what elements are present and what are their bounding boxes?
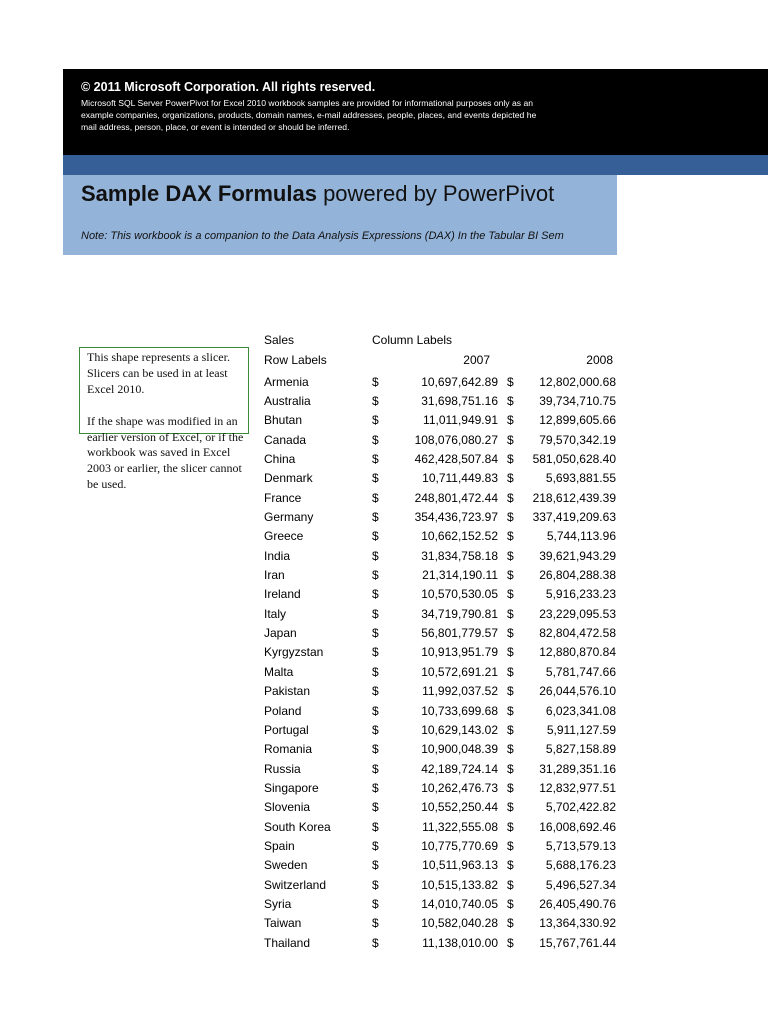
- currency-symbol: $: [507, 819, 514, 834]
- currency-symbol: $: [372, 684, 379, 699]
- currency-symbol: $: [372, 587, 379, 602]
- row-label: Sweden: [264, 858, 308, 873]
- table-row: [264, 914, 620, 933]
- currency-symbol: $: [507, 684, 514, 699]
- row-label: India: [264, 548, 291, 563]
- sales-2008-cell: 5,702,422.82: [545, 800, 616, 815]
- currency-symbol: $: [372, 452, 379, 467]
- pivot-table: [264, 372, 620, 952]
- sales-2007-cell: 10,262,476.73: [421, 780, 498, 795]
- slicer-placeholder-text: [87, 350, 247, 509]
- table-row: [264, 798, 620, 817]
- table-row: [264, 411, 620, 430]
- sales-2007-cell: 10,733,699.68: [421, 703, 498, 718]
- sales-2008-cell: 5,911,127.59: [546, 722, 616, 737]
- sales-2007-cell: 21,314,190.11: [422, 568, 498, 583]
- sales-2007-cell: 11,138,010.00: [422, 935, 498, 950]
- sales-2007-cell: 10,572,691.21: [421, 664, 498, 679]
- sales-2008-cell: 13,364,330.92: [539, 916, 616, 931]
- table-row: [264, 623, 620, 642]
- row-label: Armenia: [264, 374, 309, 389]
- currency-symbol: $: [507, 896, 514, 911]
- copyright-line: mail address, person, place, or event is intended or should be inferred.: [81, 122, 350, 132]
- currency-symbol: $: [507, 374, 514, 389]
- currency-symbol: $: [507, 742, 514, 757]
- sales-2008-cell: 26,804,288.38: [539, 568, 616, 583]
- table-row: [264, 836, 620, 855]
- table-row: [264, 527, 620, 546]
- sales-2007-cell: 10,629,143.02: [421, 722, 498, 737]
- slicer-paragraph: This shape represents a slicer. Slicers can be used in at least Excel 2010.: [87, 350, 230, 396]
- row-label: Thailand: [264, 935, 311, 950]
- currency-symbol: $: [507, 664, 514, 679]
- sales-2008-cell: 5,693,881.55: [545, 471, 616, 486]
- pivot-row-labels: Row Labels: [264, 353, 327, 367]
- table-row: [264, 875, 620, 894]
- sales-2007-cell: 31,834,758.18: [421, 548, 498, 563]
- sales-2008-cell: 581,050,628.40: [532, 452, 616, 467]
- sales-2007-cell: 34,719,790.81: [421, 606, 498, 621]
- sales-2008-cell: 12,899,605.66: [539, 413, 616, 428]
- row-label: Kyrgyzstan: [264, 645, 324, 660]
- currency-symbol: $: [507, 452, 514, 467]
- row-label: Ireland: [264, 587, 301, 602]
- table-row: [264, 778, 620, 797]
- table-row: [264, 643, 620, 662]
- currency-symbol: $: [507, 916, 514, 931]
- currency-symbol: $: [372, 568, 379, 583]
- sales-2008-cell: 5,827,158.89: [545, 742, 616, 757]
- sales-2007-cell: 10,582,040.28: [421, 916, 498, 931]
- row-label: Germany: [264, 510, 314, 525]
- sales-2007-cell: 10,515,133.82: [421, 877, 498, 892]
- sales-2007-cell: 11,011,949.91: [423, 413, 498, 428]
- sales-2007-cell: 10,570,530.05: [421, 587, 498, 602]
- slicer-paragraph: If the shape was modified in an earlier version of Excel, or if the workbook was saved in Excel 2003 or earlier, the slicer cannot be used.: [87, 413, 244, 492]
- sales-2008-cell: 39,621,943.29: [539, 548, 616, 563]
- currency-symbol: $: [372, 877, 379, 892]
- currency-symbol: $: [372, 896, 379, 911]
- sales-2007-cell: 42,189,724.14: [421, 761, 498, 776]
- currency-symbol: $: [507, 722, 514, 737]
- sales-2007-cell: 462,428,507.84: [414, 452, 498, 467]
- currency-symbol: $: [507, 838, 514, 853]
- row-label: Canada: [264, 432, 307, 447]
- sales-2007-cell: 14,010,740.05: [421, 896, 498, 911]
- table-row: [264, 430, 620, 449]
- sales-2007-cell: 108,076,080.27: [414, 432, 498, 447]
- sales-2007-cell: 10,697,642.89: [421, 374, 498, 389]
- currency-symbol: $: [372, 374, 379, 389]
- currency-symbol: $: [372, 819, 379, 834]
- sales-2007-cell: 10,662,152.52: [421, 529, 498, 544]
- currency-symbol: $: [507, 626, 514, 641]
- table-row: [264, 933, 620, 952]
- pivot-column-labels: Column Labels: [372, 333, 453, 347]
- currency-symbol: $: [372, 413, 379, 428]
- currency-symbol: $: [507, 606, 514, 621]
- sales-2007-cell: 10,900,048.39: [421, 742, 498, 757]
- table-row: [264, 856, 620, 875]
- page-title-rest: powered by PowerPivot: [316, 181, 555, 206]
- sales-2008-cell: 12,802,000.68: [539, 374, 616, 389]
- currency-symbol: $: [507, 548, 514, 563]
- row-label: Pakistan: [264, 684, 311, 699]
- currency-symbol: $: [507, 510, 514, 525]
- sales-2008-cell: 5,916,233.23: [545, 587, 616, 602]
- sales-2008-cell: 5,496,527.34: [545, 877, 616, 892]
- sales-2007-cell: 11,992,037.52: [422, 684, 498, 699]
- page-title: [81, 181, 554, 207]
- title-panel: [63, 175, 617, 255]
- sales-2008-cell: 39,734,710.75: [539, 394, 616, 409]
- row-label: Singapore: [264, 780, 319, 795]
- header-stripe: [63, 155, 768, 175]
- currency-symbol: $: [372, 606, 379, 621]
- table-row: [264, 894, 620, 913]
- sales-2008-cell: 337,419,209.63: [532, 510, 616, 525]
- currency-symbol: $: [372, 432, 379, 447]
- currency-symbol: $: [372, 626, 379, 641]
- currency-symbol: $: [507, 858, 514, 873]
- row-label: Poland: [264, 703, 302, 718]
- row-label: Switzerland: [264, 877, 327, 892]
- currency-symbol: $: [507, 413, 514, 428]
- currency-symbol: $: [507, 471, 514, 486]
- currency-symbol: $: [372, 703, 379, 718]
- row-label: France: [264, 490, 302, 505]
- sales-2007-cell: 10,552,250.44: [421, 800, 498, 815]
- row-label: Taiwan: [264, 916, 302, 931]
- currency-symbol: $: [507, 490, 514, 505]
- currency-symbol: $: [507, 568, 514, 583]
- currency-symbol: $: [507, 645, 514, 660]
- row-label: Italy: [264, 606, 287, 621]
- row-label: Bhutan: [264, 413, 303, 428]
- row-label: Syria: [264, 896, 292, 911]
- currency-symbol: $: [507, 761, 514, 776]
- table-row: [264, 701, 620, 720]
- currency-symbol: $: [507, 587, 514, 602]
- table-row: [264, 585, 620, 604]
- currency-symbol: $: [507, 800, 514, 815]
- pivot-value-label: Sales: [264, 333, 295, 347]
- currency-symbol: $: [372, 490, 379, 505]
- sales-2008-cell: 12,880,870.84: [539, 645, 616, 660]
- currency-symbol: $: [507, 877, 514, 892]
- sales-2007-cell: 11,322,555.08: [422, 819, 498, 834]
- sales-2008-cell: 26,044,576.10: [539, 684, 616, 699]
- sales-2008-cell: 5,688,176.23: [545, 858, 616, 873]
- sales-2008-cell: 26,405,490.76: [539, 896, 616, 911]
- row-label: Slovenia: [264, 800, 311, 815]
- row-label: Denmark: [264, 471, 313, 486]
- row-label: China: [264, 452, 296, 467]
- currency-symbol: $: [507, 529, 514, 544]
- table-row: [264, 469, 620, 488]
- row-label: Japan: [264, 626, 297, 641]
- sales-2008-cell: 15,767,761.44: [539, 935, 616, 950]
- sales-2008-cell: 218,612,439.39: [532, 490, 616, 505]
- sales-2008-cell: 12,832,977.51: [539, 780, 616, 795]
- currency-symbol: $: [372, 722, 379, 737]
- page-title-bold: Sample DAX Formulas: [81, 181, 317, 206]
- currency-symbol: $: [372, 394, 379, 409]
- sales-2007-cell: 354,436,723.97: [414, 510, 498, 525]
- table-row: [264, 740, 620, 759]
- row-label: Portugal: [264, 722, 309, 737]
- table-row: [264, 565, 620, 584]
- sales-2007-cell: 10,775,770.69: [421, 838, 498, 853]
- table-row: [264, 604, 620, 623]
- currency-symbol: $: [372, 645, 379, 660]
- currency-symbol: $: [372, 916, 379, 931]
- currency-symbol: $: [507, 935, 514, 950]
- currency-symbol: $: [372, 742, 379, 757]
- row-label: Malta: [264, 664, 294, 679]
- currency-symbol: $: [372, 838, 379, 853]
- currency-symbol: $: [372, 761, 379, 776]
- sales-2008-cell: 6,023,341.08: [545, 703, 616, 718]
- row-label: Greece: [264, 529, 304, 544]
- copyright-line: example companies, organizations, products, domain names, e-mail addresses, people, places, and events depicted he: [81, 110, 537, 120]
- sales-2008-cell: 5,781,747.66: [545, 664, 616, 679]
- sales-2008-cell: 16,008,692.46: [539, 819, 616, 834]
- table-row: [264, 391, 620, 410]
- currency-symbol: $: [372, 800, 379, 815]
- row-label: Russia: [264, 761, 301, 776]
- table-row: [264, 720, 620, 739]
- sales-2007-cell: 56,801,779.57: [421, 626, 498, 641]
- currency-symbol: $: [372, 510, 379, 525]
- table-row: [264, 817, 620, 836]
- sales-2008-cell: 31,289,351.16: [539, 761, 616, 776]
- copyright-line: Microsoft SQL Server PowerPivot for Excel 2010 workbook samples are provided for informational purposes only as an: [81, 98, 534, 108]
- row-label: South Korea: [264, 819, 331, 834]
- sales-2008-cell: 79,570,342.19: [539, 432, 616, 447]
- row-label: Spain: [264, 838, 295, 853]
- page-note: Note: This workbook is a companion to the Data Analysis Expressions (DAX) In the Tabular BI Sem: [81, 230, 564, 242]
- copyright-banner: [63, 69, 768, 155]
- row-label: Iran: [264, 568, 285, 583]
- table-row: [264, 546, 620, 565]
- row-label: Australia: [264, 394, 311, 409]
- currency-symbol: $: [372, 548, 379, 563]
- currency-symbol: $: [372, 858, 379, 873]
- sales-2007-cell: 31,698,751.16: [421, 394, 498, 409]
- pivot-column-header-2008: 2008: [586, 353, 613, 367]
- sales-2008-cell: 23,229,095.53: [539, 606, 616, 621]
- pivot-column-header-2007: 2007: [463, 353, 490, 367]
- currency-symbol: $: [372, 664, 379, 679]
- sales-2007-cell: 10,511,963.13: [422, 858, 498, 873]
- sales-2008-cell: 5,744,113.96: [546, 529, 616, 544]
- currency-symbol: $: [372, 780, 379, 795]
- row-label: Romania: [264, 742, 313, 757]
- currency-symbol: $: [372, 471, 379, 486]
- sales-2008-cell: 5,713,579.13: [545, 838, 616, 853]
- table-row: [264, 449, 620, 468]
- currency-symbol: $: [507, 394, 514, 409]
- currency-symbol: $: [507, 780, 514, 795]
- table-row: [264, 759, 620, 778]
- currency-symbol: $: [372, 529, 379, 544]
- table-row: [264, 662, 620, 681]
- table-row: [264, 372, 620, 391]
- pivot-body: [264, 372, 620, 952]
- sales-2008-cell: 82,804,472.58: [539, 626, 616, 641]
- currency-symbol: $: [507, 703, 514, 718]
- copyright-title: © 2011 Microsoft Corporation. All rights reserved.: [81, 80, 376, 94]
- currency-symbol: $: [372, 935, 379, 950]
- sales-2007-cell: 10,711,449.83: [422, 471, 498, 486]
- currency-symbol: $: [507, 432, 514, 447]
- sales-2007-cell: 10,913,951.79: [421, 645, 498, 660]
- sales-2007-cell: 248,801,472.44: [414, 490, 498, 505]
- table-row: [264, 488, 620, 507]
- table-row: [264, 682, 620, 701]
- table-row: [264, 507, 620, 526]
